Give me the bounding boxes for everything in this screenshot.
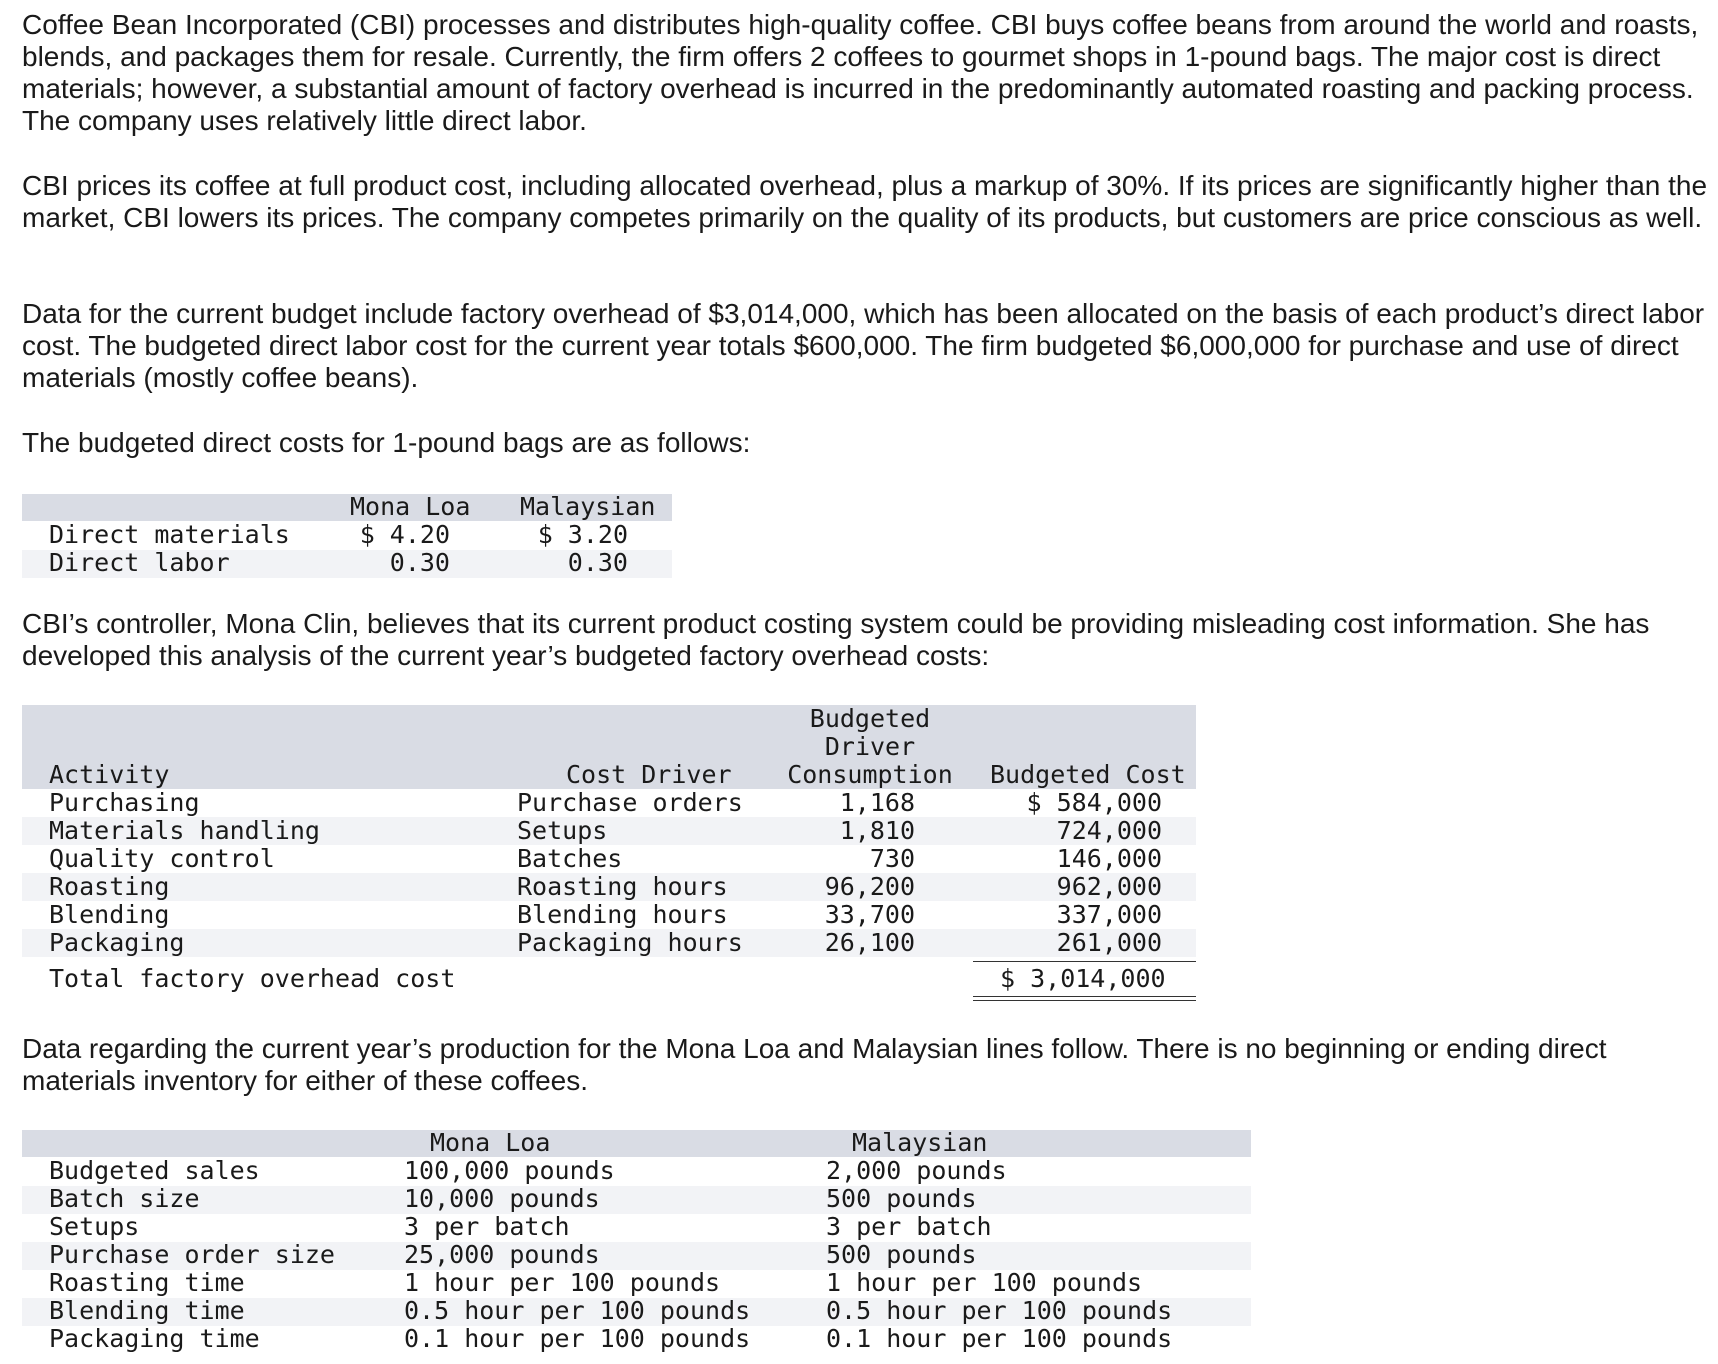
cost-cell: 146,000 — [1056, 844, 1162, 873]
production-label: Blending time — [49, 1296, 245, 1325]
header-activity: Activity — [49, 760, 170, 789]
driver-cell: Batches — [517, 844, 623, 873]
production-malay: 1 hour per 100 pounds — [826, 1268, 1143, 1297]
production-malay: 0.5 hour per 100 pounds — [826, 1296, 1173, 1325]
production-header-malaysian: Malaysian — [852, 1128, 988, 1157]
direct-labor-label: Direct labor — [49, 548, 230, 577]
production-paragraph: Data regarding the current year’s production for the Mona Loa and Malaysian lines follow. There is no beginning or ending direct materials inventory for either of these coffees. — [22, 1033, 1607, 1096]
driver-cell: Setups — [517, 816, 608, 845]
cost-cell: 261,000 — [1056, 928, 1162, 957]
total-value: $ 3,014,000 — [1000, 964, 1166, 993]
activity-cell: Materials handling — [49, 816, 320, 845]
production-mona: 0.5 hour per 100 pounds — [404, 1296, 751, 1325]
total-double-rule-top — [973, 996, 1196, 997]
header-budgeted-cost: Budgeted Cost — [990, 760, 1186, 789]
consumption-cell: 730 — [869, 844, 915, 873]
header-consumption-1: Budgeted — [809, 704, 931, 733]
driver-cell: Purchase orders — [517, 788, 743, 817]
total-double-rule-bottom — [973, 1000, 1196, 1001]
controller-paragraph: CBI’s controller, Mona Clin, believes that its current product costing system could be providing misleading cost information. She has developed this analysis of the current year’s budgeted factory overhead costs: — [22, 608, 1650, 671]
driver-cell: Roasting hours — [517, 872, 728, 901]
production-mona: 100,000 pounds — [404, 1156, 615, 1185]
direct-costs-intro: The budgeted direct costs for 1-pound bags are as follows: — [22, 427, 751, 458]
production-malay: 2,000 pounds — [826, 1156, 1007, 1185]
production-label: Budgeted sales — [49, 1156, 260, 1185]
budget-paragraph: Data for the current budget include factory overhead of $3,014,000, which has been allocated on the basis of each product’s direct labor cost. The budgeted direct labor cost for the current year totals $600,000. The firm budgeted $6,000,000 for purchase and use of direct materials (mostly coffee beans). — [22, 298, 1705, 393]
pricing-paragraph: CBI prices its coffee at full product cost, including allocated overhead, plus a markup of 30%. If its prices are significantly higher than the market, CBI lowers its prices. The company competes primarily on the quality of its products, but customers are price conscious as well. — [22, 170, 1708, 233]
production-label: Purchase order size — [49, 1240, 335, 1269]
activity-cell: Purchasing — [49, 788, 200, 817]
production-mona: 10,000 pounds — [404, 1184, 600, 1213]
production-label: Packaging time — [49, 1324, 260, 1353]
consumption-cell: 33,700 — [824, 900, 915, 929]
direct-labor-mona: 0.30 — [389, 548, 450, 577]
production-malay: 500 pounds — [826, 1240, 977, 1269]
total-label: Total factory overhead cost — [49, 964, 456, 993]
driver-cell: Blending hours — [517, 900, 728, 929]
header-malaysian: Malaysian — [520, 492, 656, 521]
consumption-cell: 1,168 — [839, 788, 915, 817]
production-malay: 3 per batch — [826, 1212, 992, 1241]
header-consumption-2: Driver — [824, 732, 916, 761]
production-malay: 0.1 hour per 100 pounds — [826, 1324, 1173, 1353]
activity-cell: Blending — [49, 900, 170, 929]
direct-labor-malay: 0.30 — [567, 548, 628, 577]
direct-materials-mona: $ 4.20 — [359, 520, 450, 549]
production-label: Batch size — [49, 1184, 200, 1213]
production-header-mona-loa: Mona Loa — [430, 1128, 551, 1157]
activity-cell: Roasting — [49, 872, 170, 901]
subtotal-rule — [973, 961, 1196, 962]
cost-cell: 962,000 — [1056, 872, 1162, 901]
direct-materials-malay: $ 3.20 — [537, 520, 628, 549]
production-mona: 25,000 pounds — [404, 1240, 600, 1269]
production-mona: 1 hour per 100 pounds — [404, 1268, 721, 1297]
cost-cell: 337,000 — [1056, 900, 1162, 929]
cost-cell: 724,000 — [1056, 816, 1162, 845]
consumption-cell: 96,200 — [824, 872, 915, 901]
production-mona: 3 per batch — [404, 1212, 570, 1241]
header-mona-loa: Mona Loa — [350, 492, 471, 521]
header-consumption-3: Consumption — [787, 760, 953, 789]
production-label: Setups — [49, 1212, 140, 1241]
consumption-cell: 26,100 — [824, 928, 915, 957]
header-cost-driver: Cost Driver — [566, 760, 732, 789]
production-malay: 500 pounds — [826, 1184, 977, 1213]
production-mona: 0.1 hour per 100 pounds — [404, 1324, 751, 1353]
cost-cell: $ 584,000 — [1026, 788, 1162, 817]
intro-paragraph: Coffee Bean Incorporated (CBI) processes and distributes high-quality coffee. CBI buys coffee beans from around the world and roasts, blends, and packages them for resale. Currently, the firm offers 2 coffees to gourmet shops in 1-pound bags. The major cost is direct materials; however, a substantial amount of factory overhead is incurred in the predominantly automated roasting and packing process. The company uses relatively little direct labor. — [22, 9, 1699, 136]
activity-cell: Packaging — [49, 928, 185, 957]
production-label: Roasting time — [49, 1268, 245, 1297]
activity-cell: Quality control — [49, 844, 275, 873]
consumption-cell: 1,810 — [839, 816, 915, 845]
direct-materials-label: Direct materials — [49, 520, 290, 549]
driver-cell: Packaging hours — [517, 928, 743, 957]
